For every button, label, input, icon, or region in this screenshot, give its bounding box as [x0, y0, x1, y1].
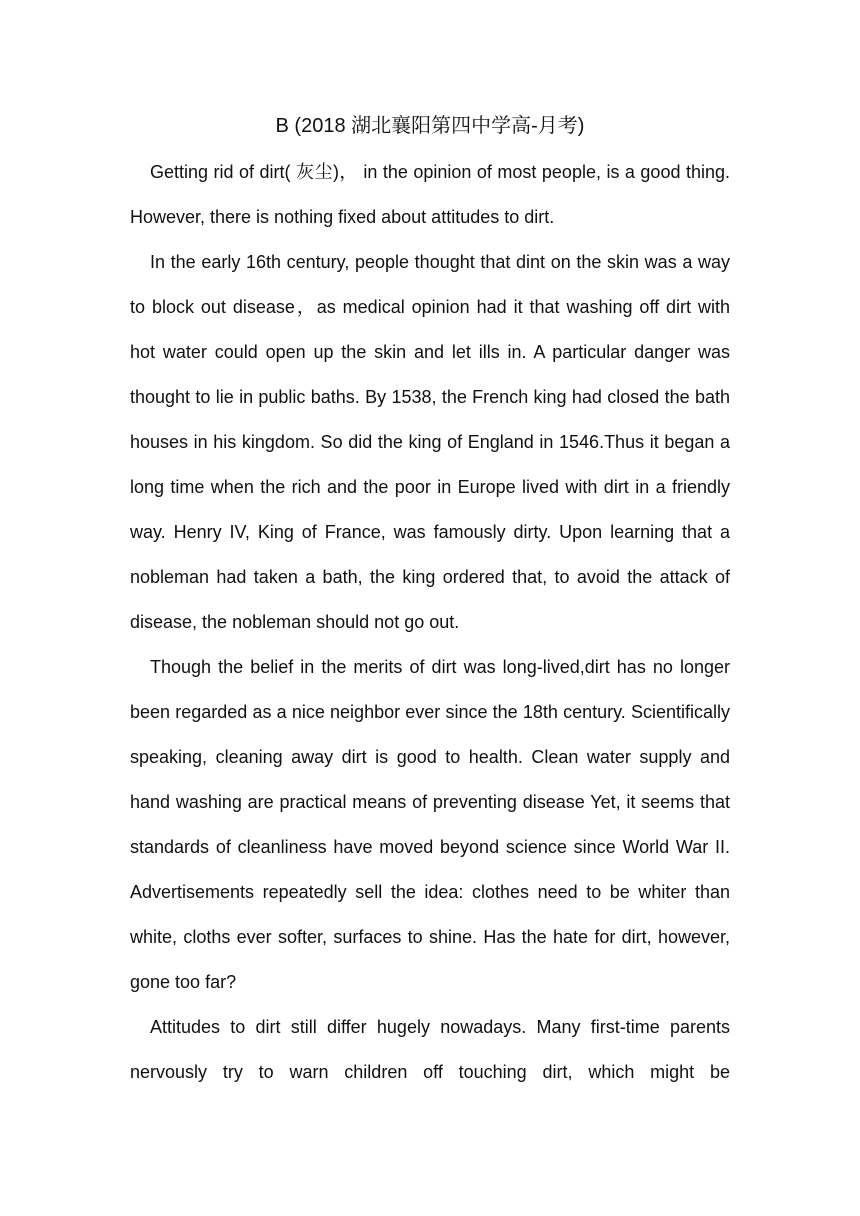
- paragraph-1: Getting rid of dirt( 灰尘)， in the opinion of most people, is a good thing. However, there is nothing fixed about attitudes to dirt.: [130, 162, 730, 227]
- paragraph-4: Attitudes to dirt still differ hugely nowadays. Many first-time parents nervously try to warn children off touching dirt, which might be: [130, 1017, 730, 1082]
- paragraph-2: In the early 16th century, people thought that dint on the skin was a way to block out disease，as medical opinion had it that washing off dirt with hot water could open up the skin and let ills in. A particular danger was thought to lie in public baths. By 1538, the French king had closed the bath houses in his kingdom. So did the king of England in 1546.Thus it began a long time when the rich and the poor in Europe lived with dirt in a friendly way. Henry IV, King of France, was famously dirty. Upon learning that a nobleman had taken a bath, the king ordered that, to avoid the attack of disease, the nobleman should not go out.: [130, 252, 730, 632]
- paragraph-3: Though the belief in the merits of dirt was long-lived,dirt has no longer been regarded as a nice neighbor ever since the 18th century. Scientifically speaking, cleaning away dirt is good to health. Clean water supply and hand washing are practical means of preventing disease Yet, it seems that standards of cleanliness have moved beyond science since World War II. Advertisements repeatedly sell the idea: clothes need to be whiter than white, cloths ever softer, surfaces to shine. Has the hate for dirt, however, gone too far?: [130, 657, 730, 992]
- document-body: [130, 150, 730, 1095]
- document-title: B (2018 湖北襄阳第四中学高-月考): [275, 115, 585, 137]
